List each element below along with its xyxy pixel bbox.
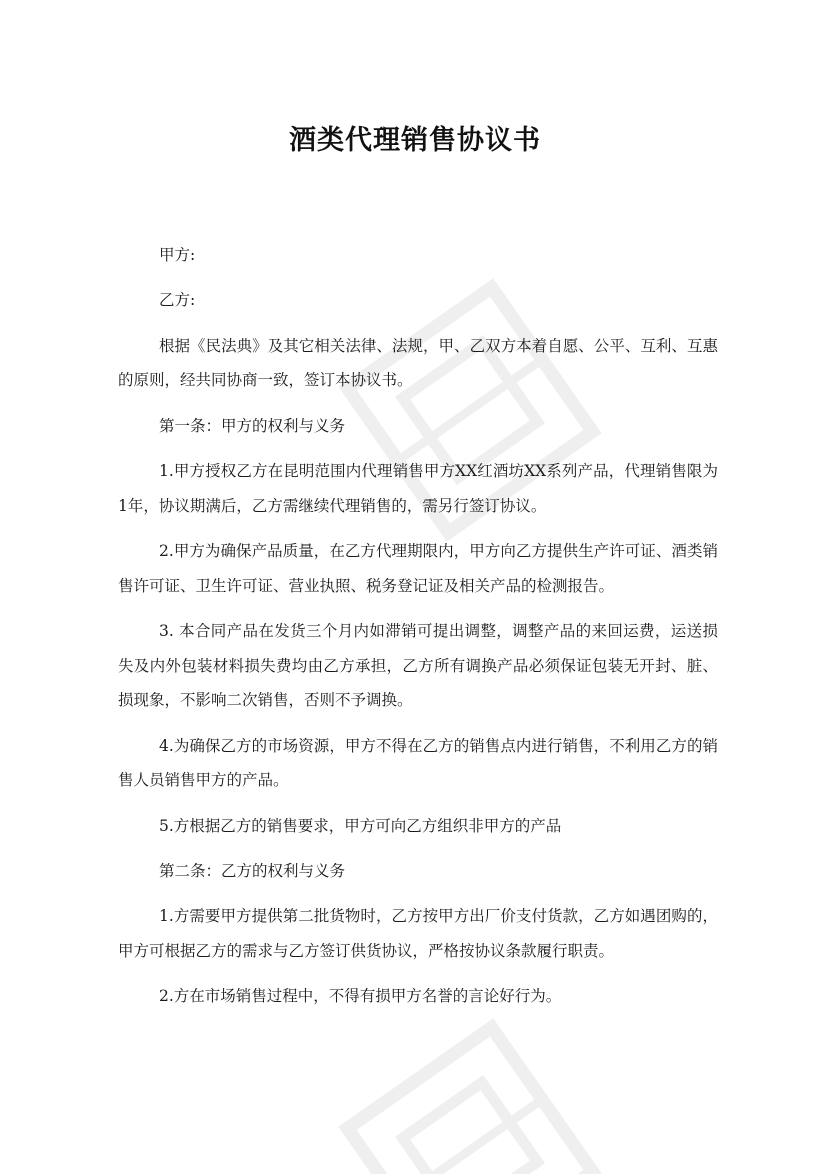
preamble-paragraph: 根据《民法典》及其它相关法律、法规，甲、乙双方本着自愿、公平、互利、互惠的原则，经共同协商一致，签订本协议书。 [118, 336, 718, 390]
party-a-line: 甲方: [159, 246, 196, 264]
article-heading: 第二条：乙方的权利与义务 [159, 862, 346, 881]
clause-paragraph: 1.方需要甲方提供第二批货物时，乙方按甲方出厂价支付货款，乙方如遇团购的，甲方可根据乙方的需求与乙方签订供货协议，严格按协议条款履行职责。 [118, 907, 718, 961]
clause-paragraph: 1.甲方授权乙方在昆明范围内代理销售甲方XX红酒坊XX系列产品，代理销售限为 1年，协议期满后，乙方需继续代理销售的，需另行签订协议。 [118, 462, 718, 515]
article-heading: 第一条：甲方的权利与义务 [159, 416, 346, 435]
watermark-logo-icon [317, 997, 623, 1174]
clause-paragraph: 2.方在市场销售过程中，不得有损甲方名誉的言论好行为。 [159, 987, 562, 1006]
clause-paragraph: 3. 本合同产品在发货三个月内如滞销可提出调整，调整产品的来回运费，运送损失及内外包装材料损失费均由乙方承担，乙方所有调换产品必须保证包装无开封、脏、损现象，不影响二次销售，否则不予调换。 [118, 622, 718, 710]
document-body [118, 238, 718, 1014]
document-title: 酒类代理销售协议书 [289, 125, 541, 156]
clause-paragraph: 5.方根据乙方的销售要求，甲方可向乙方组织非甲方的产品 [159, 816, 562, 835]
clause-paragraph: 4.为确保乙方的市场资源，甲方不得在乙方的销售点内进行销售，不利用乙方的销售人员销售甲方的产品。 [118, 736, 718, 790]
party-b-line: 乙方: [159, 291, 196, 310]
clause-paragraph: 2.甲方为确保产品质量，在乙方代理期限内，甲方向乙方提供生产许可证、酒类销售许可证、卫生许可证、营业执照、税务登记证及相关产品的检测报告。 [118, 542, 718, 595]
